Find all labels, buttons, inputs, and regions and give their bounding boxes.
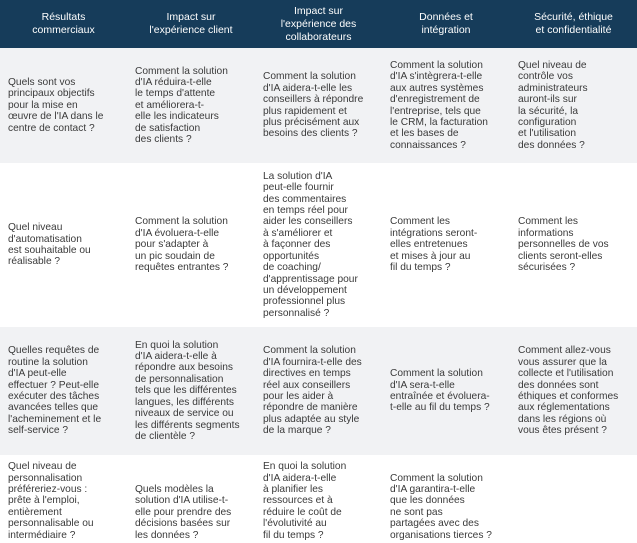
table-cell: Comment la solution d'IA s'intègrera-t-elle aux autres systèmes d'enregistrement de l'entreprise, tels que le CRM, la facturation et les bases de connaissances ? xyxy=(382,48,510,163)
table-cell: Comment allez-vous vous assurer que la collecte et l'utilisation des données sont éthiques et conformes aux réglementations dans les régions où vous êtes présent ? xyxy=(510,327,637,455)
table-cell: Quel niveau de contrôle vos administrateurs auront-ils sur la sécurité, la configuration et l'utilisation des données ? xyxy=(510,48,637,163)
table-cell: Comment la solution d'IA réduira-t-elle le temps d'attente et améliorera-t- elle les indicateurs de satisfaction des clients ? xyxy=(127,48,255,163)
table-cell: Comment la solution d'IA garantira-t-elle que les données ne sont pas partagées avec des organisations tierces ? xyxy=(382,455,510,543)
header-experience-client: Impact sur l'expérience client xyxy=(127,0,255,48)
table-cell: Comment la solution d'IA aidera-t-elle les conseillers à répondre plus rapidement et plus précisément aux besoins des clients ? xyxy=(255,48,382,163)
table-cell: Comment la solution d'IA fournira-t-elle des directives en temps réel aux conseillers pour les aider à répondre de manière plus adaptée au style de la marque ? xyxy=(255,327,382,455)
header-donnees-integration: Données et intégration xyxy=(382,0,510,48)
table-cell: Quels sont vos principaux objectifs pour la mise en œuvre de l'IA dans le centre de contact ? xyxy=(0,48,127,163)
table-cell: Comment les informations personnelles de vos clients seront-elles sécurisées ? xyxy=(510,163,637,327)
table-cell-empty xyxy=(510,455,637,543)
table-cell: En quoi la solution d'IA aidera-t-elle à répondre aux besoins de personnalisation tels que les différentes langues, les différents niveaux de service ou les différents segments de clientèle ? xyxy=(127,327,255,455)
table-cell: Quelles requêtes de routine la solution d'IA peut-elle effectuer ? Peut-elle exécuter des tâches avancées telles que l'acheminement et le self-service ? xyxy=(0,327,127,455)
table-cell: Quel niveau d'automatisation est souhaitable ou réalisable ? xyxy=(0,163,127,327)
table-cell: La solution d'IA peut-elle fournir des commentaires en temps réel pour aider les conseillers à s'améliorer et à façonner des opportunités de coaching/ d'apprentissage pour un développement professionnel plus personnalisé ? xyxy=(255,163,382,327)
table-cell: Quels modèles la solution d'IA utilise-t- elle pour prendre des décisions basées sur les données ? xyxy=(127,455,255,543)
header-securite-ethique: Sécurité, éthique et confidentialité xyxy=(510,0,637,48)
table-cell: Quel niveau de personnalisation préféreriez-vous : prête à l'emploi, entièrement personnalisable ou intermédiaire ? xyxy=(0,455,127,543)
table-cell: En quoi la solution d'IA aidera-t-elle à planifier les ressources et à réduire le coût de l'évolutivité au fil du temps ? xyxy=(255,455,382,543)
table-cell: Comment la solution d'IA sera-t-elle entraînée et évoluera- t-elle au fil du temps ? xyxy=(382,327,510,455)
header-experience-collaborateurs: Impact sur l'expérience des collaborateurs xyxy=(255,0,382,48)
table-cell: Comment les intégrations seront- elles entretenues et mises à jour au fil du temps ? xyxy=(382,163,510,327)
header-resultats-commerciaux: Résultats commerciaux xyxy=(0,0,127,48)
table-cell: Comment la solution d'IA évoluera-t-elle pour s'adapter à un pic soudain de requêtes entrantes ? xyxy=(127,163,255,327)
